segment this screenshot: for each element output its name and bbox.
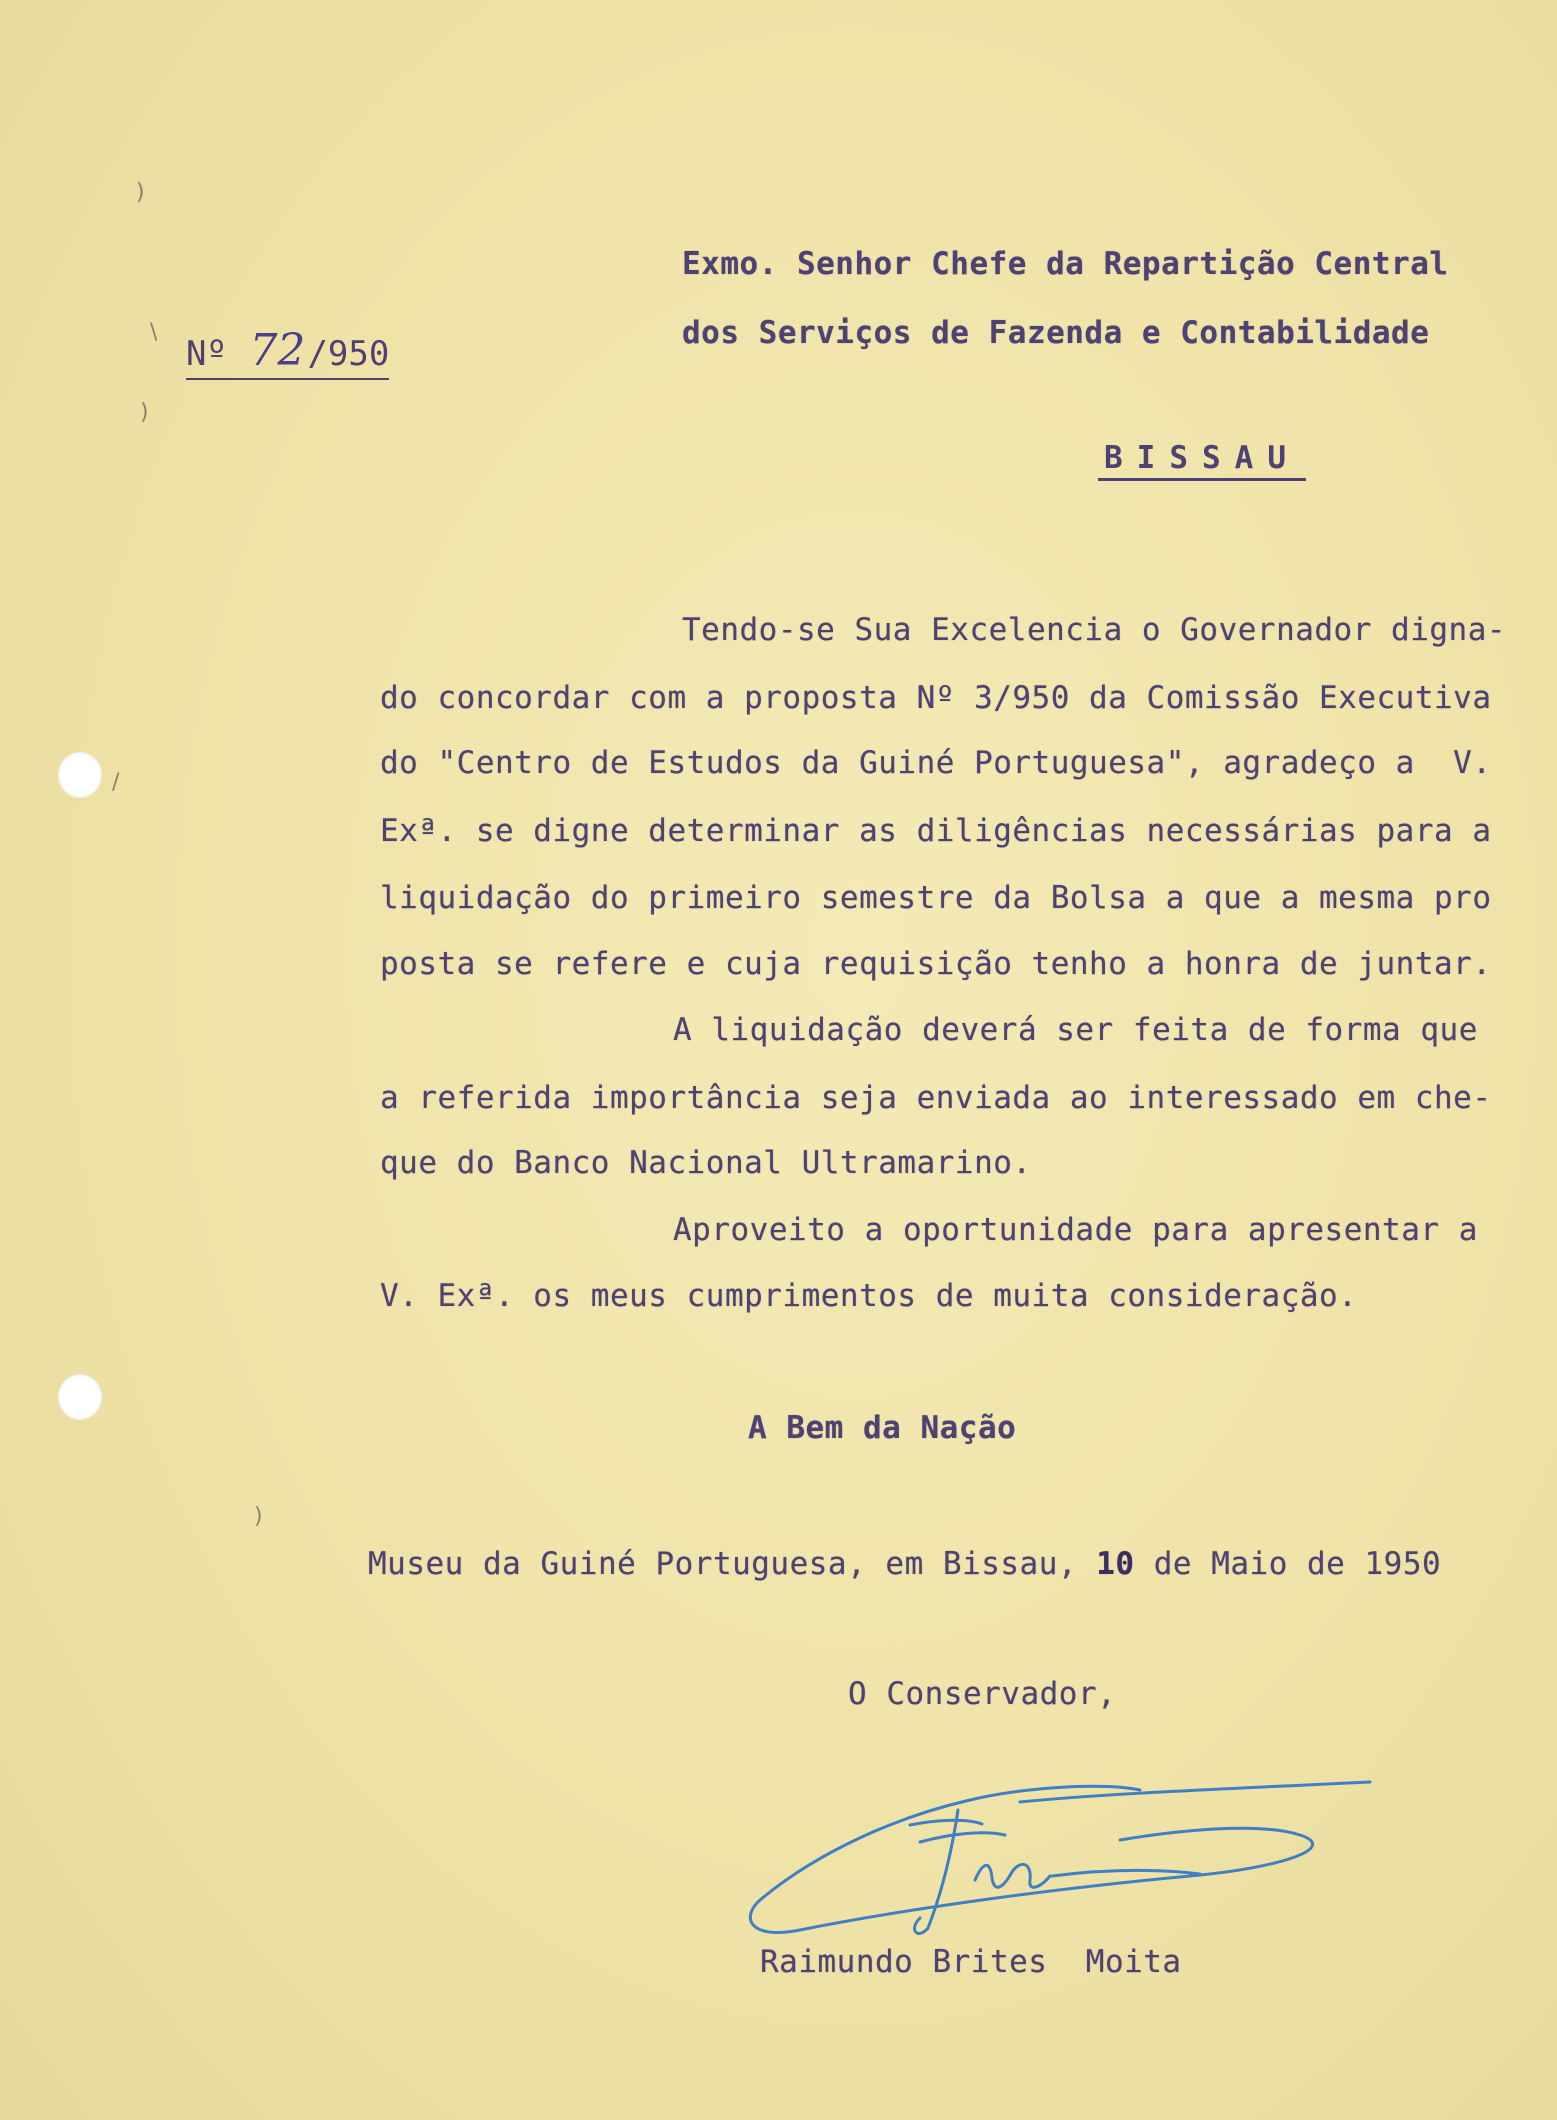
place-date-line [368,1546,1441,1582]
body-line: Aproveito a oportunidade para apresentar a [673,1212,1478,1248]
ref-prefix: Nº [186,334,227,374]
margin-mark: ) [136,180,145,205]
addressee-line-1: Exmo. Senhor Chefe da Repartição Central [682,246,1449,282]
body-line: do "Centro de Estudos da Guiné Portuguesa", agradeço a V. [380,745,1492,781]
ref-year: /950 [307,334,390,374]
place-date-prefix: Museu da Guiné Portuguesa, em Bissau, [368,1546,1097,1582]
handwritten-signature [720,1780,1380,1950]
body-line: A liquidação deverá ser feita de forma que [673,1012,1478,1048]
signatory-name: Raimundo Brites Moita [760,1944,1182,1980]
body-line: posta se refere e cuja requisição tenho a honra de juntar. [380,946,1492,982]
place-date-suffix: de Maio de 1950 [1134,1546,1442,1582]
body-line: Tendo-se Sua Excelencia o Governador digna- [682,612,1507,648]
punch-hole-top [58,752,102,798]
margin-mark: ) [254,1504,263,1529]
body-line: a referida importância seja enviada ao interessado em che- [380,1080,1492,1116]
margin-mark: \ [150,320,158,345]
closing-salutation: A Bem da Nação [748,1410,1017,1446]
ref-handwritten-number: 72 [249,325,306,376]
signatory-title: O Conservador, [848,1676,1117,1712]
place-heading: BISSAU [1098,440,1306,481]
margin-mark: ) [140,400,149,425]
body-line: liquidação do primeiro semestre da Bolsa a que a mesma pro [380,880,1492,916]
date-day: 10 [1096,1546,1135,1582]
margin-mark: / [112,770,120,795]
addressee-line-2: dos Serviços de Fazenda e Contabilidade [682,315,1430,351]
body-line: V. Exª. os meus cumprimentos de muita consideração. [380,1278,1358,1314]
body-line: que do Banco Nacional Ultramarino. [380,1145,1032,1181]
reference-number [186,325,389,380]
body-line: Exª. se digne determinar as diligências necessárias para a [380,813,1492,849]
body-line: do concordar com a proposta Nº 3/950 da Comissão Executiva [380,680,1492,716]
punch-hole-bottom [58,1374,102,1420]
